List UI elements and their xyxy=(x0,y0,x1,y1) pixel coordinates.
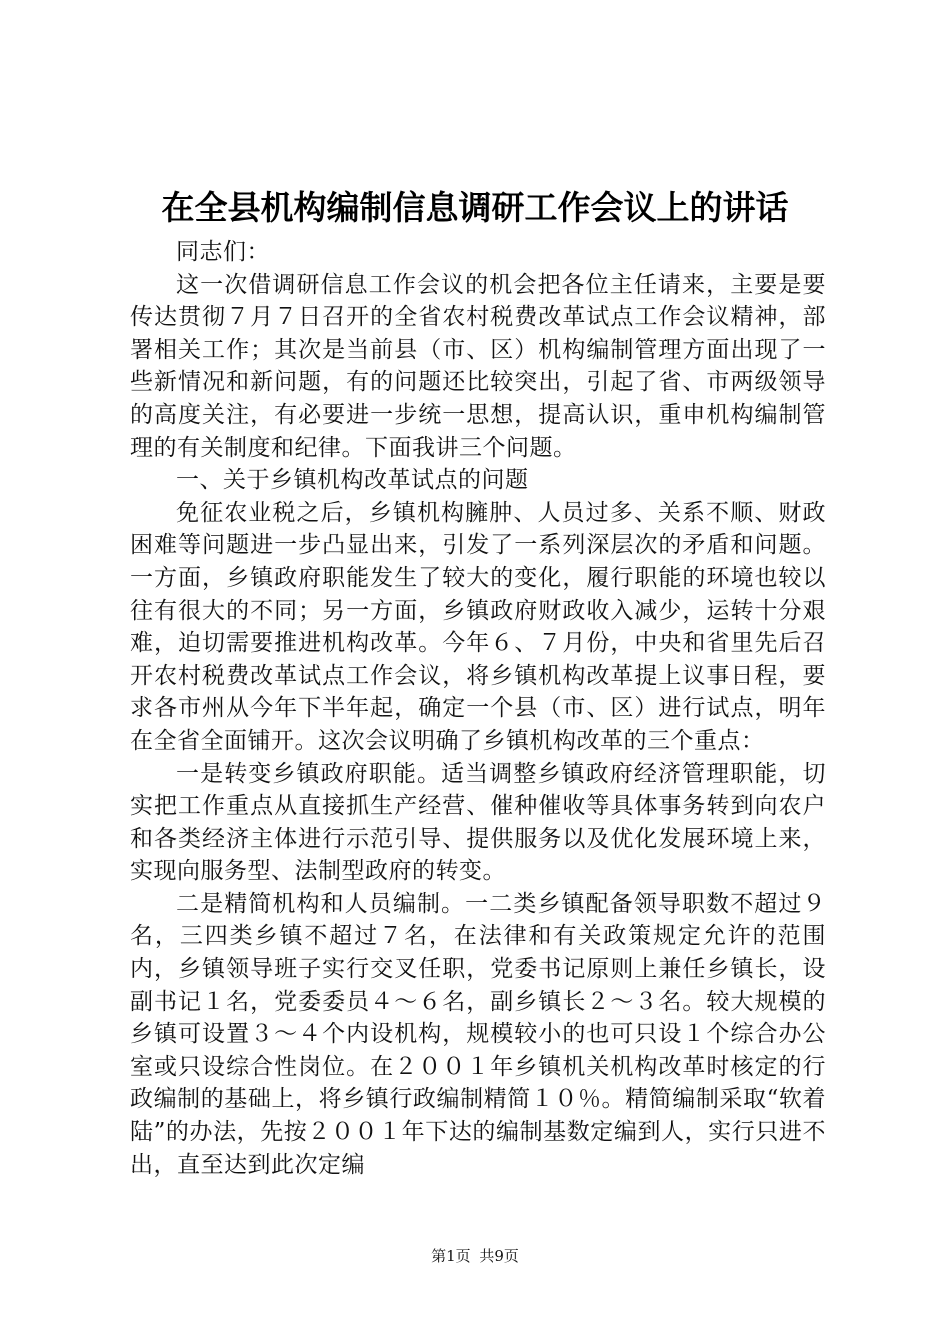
body-paragraph: 一是转变乡镇政府职能。适当调整乡镇政府经济管理职能，切实把工作重点从直接抓生产经营、催种催收等具体事务转到向农户和各类经济主体进行示范引导、提供服务以及优化发展环境上来，实现向服务型、法制型政府的转变。 xyxy=(130,760,826,885)
section-heading: 一、关于乡镇机构改革试点的问题 xyxy=(176,467,529,494)
page-number: 第1页 xyxy=(431,1247,471,1265)
page-total: 共9页 xyxy=(479,1247,519,1265)
body-paragraph: 二是精简机构和人员编制。一二类乡镇配备领导职数不超过９名，三四类乡镇不超过７名，在法律和有关政策规定允许的范围内，乡镇领导班子实行交叉任职，党委书记原则上兼任乡镇长，设副书记１名，党委委员４～６名，副乡镇长２～３名。较大规模的乡镇可设置３～４个内设机构，规模较小的也可只设１个综合办公室或只设综合性岗位。在２００１年乡镇机关机构改革时核定的行政编制的基础上，将乡镇行政编制精简１０％。精简编制采取“软着陆”的办法，先按２００１年下达的编制基数定编到人，实行只进不出，直至达到此次定编 xyxy=(130,890,826,1178)
salutation-paragraph: 同志们： xyxy=(176,239,270,265)
body-paragraph: 免征农业税之后，乡镇机构臃肿、人员过多、关系不顺、财政困难等问题进一步凸显出来，引发了一系列深层次的矛盾和问题。一方面，乡镇政府职能发生了较大的变化，履行职能的环境也较以往有很大的不同；另一方面，乡镇政府财政收入减少，运转十分艰难，迫切需要推进机构改革。今年６、７月份，中央和省里先后召开农村税费改革试点工作会议，将乡镇机构改革提上议事日程，要求各市州从今年下半年起，确定一个县（市、区）进行试点，明年在全省全面铺开。这次会议明确了乡镇机构改革的三个重点： xyxy=(130,499,826,754)
document-title: 在全县机构编制信息调研工作会议上的讲话 xyxy=(161,188,789,227)
page-footer xyxy=(0,1246,950,1266)
intro-paragraph: 这一次借调研信息工作会议的机会把各位主任请来，主要是要传达贯彻７月７日召开的全省农村税费改革试点工作会议精神，部署相关工作；其次是当前县（市、区）机构编制管理方面出现了一些新情况和新问题，有的问题还比较突出，引起了省、市两级领导的高度关注，有必要进一步统一思想，提高认识，重申机构编制管理的有关制度和纪律。下面我讲三个问题。 xyxy=(130,271,826,461)
document-body xyxy=(130,236,826,1181)
